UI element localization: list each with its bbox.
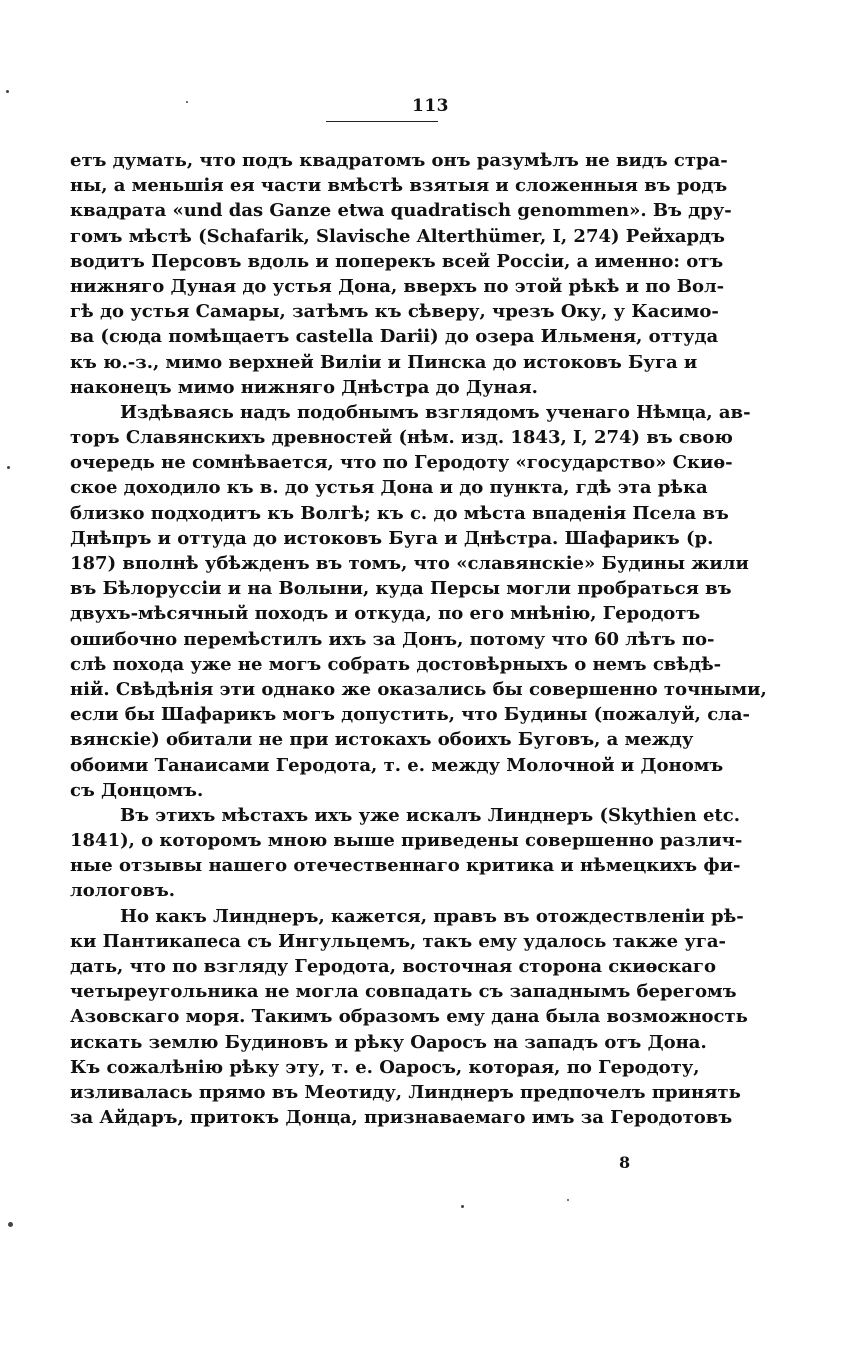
text-line: за Айдаръ, притокъ Донца, признаваемаго имъ за Геродотовъ — [70, 1107, 733, 1129]
text-line: ній. Свѣдѣнія эти однако же оказались бы совершенно точными, — [70, 678, 767, 700]
text-line: наконецъ мимо нижняго Днѣстра до Дуная. — [70, 376, 538, 398]
text-line: въ Бѣлоруссіи и на Волыни, куда Персы могли пробраться въ — [70, 578, 732, 600]
margin-speck — [461, 1205, 464, 1208]
text-line: вянскіе) обитали не при истокахъ обоихъ Буговъ, а между — [70, 729, 694, 751]
text-line: 1841), о которомъ мною выше приведены совершенно различ- — [70, 830, 743, 852]
page-number-rule — [326, 121, 438, 122]
text-line: квадрата «und das Ganze etwa quadratisch genommen». Въ дру- — [70, 200, 732, 222]
text-line: близко подходитъ къ Волгѣ; къ с. до мѣста впаденія Псела въ — [70, 502, 729, 524]
text-line: гѣ до устья Самары, затѣмъ къ сѣверу, чрезъ Оку, у Касимо- — [70, 301, 719, 323]
text-line: если бы Шафарикъ могъ допустить, что Будины (пожалуй, сла- — [70, 704, 751, 726]
body-text — [70, 148, 767, 1130]
signature-mark: 8 — [619, 1153, 631, 1172]
text-line: ные отзывы нашего отечественнаго критика и нѣмецкихъ фи- — [70, 855, 741, 877]
text-line: водитъ Персовъ вдоль и поперекъ всей Россіи, а именно: отъ — [70, 250, 724, 272]
text-line: Но какъ Линднеръ, кажется, правъ въ отождествленіи рѣ- — [120, 905, 744, 927]
text-line: съ Донцомъ. — [70, 779, 204, 801]
text-line: искать землю Будиновъ и рѣку Оаросъ на западъ отъ Дона. — [70, 1031, 707, 1053]
text-line: ны, а меньшія ея части вмѣстѣ взятыя и сложенныя въ родъ — [70, 175, 728, 197]
text-line: Издѣваясь надъ подобнымъ взглядомъ ученаго Нѣмца, ав- — [120, 401, 751, 423]
text-line: ошибочно перемѣстилъ ихъ за Донъ, потому что 60 лѣтъ по- — [70, 628, 715, 650]
text-line: очередь не сомнѣвается, что по Геродоту «государство» Скиѳ- — [70, 452, 733, 474]
text-line: изливалась прямо въ Меотиду, Линднеръ предпочелъ принять — [70, 1081, 741, 1103]
margin-speck — [6, 90, 9, 93]
text-line: слѣ похода уже не могъ собрать достовѣрныхъ о немъ свѣдѣ- — [70, 653, 722, 675]
text-line: етъ думать, что подъ квадратомъ онъ разумѣлъ не видъ стра- — [70, 150, 728, 171]
text-line: нижняго Дуная до устья Дона, вверхъ по этой рѣкѣ и по Вол- — [70, 275, 725, 297]
text-line: Къ сожалѣнію рѣку эту, т. е. Оаросъ, которая, по Геродоту, — [70, 1056, 700, 1078]
margin-speck — [567, 1199, 569, 1201]
text-line: двухъ-мѣсячный походъ и откуда, по его мнѣнію, Геродотъ — [70, 603, 701, 625]
text-line: гомъ мѣстѣ (Schafarik, Slavische Alterthümer, I, 274) Рейхардъ — [70, 225, 725, 247]
text-line: ское доходило къ в. до устья Дона и до пункта, гдѣ эта рѣка — [70, 477, 708, 499]
text-line: торъ Славянскихъ древностей (нѣм. изд. 1843, I, 274) въ свою — [70, 427, 733, 449]
text-line: ки Пантикапеса съ Ингульцемъ, такъ ему удалось также уга- — [70, 930, 727, 952]
text-line: ва (сюда помѣщаетъ castella Darii) до озера Ильменя, оттуда — [70, 326, 719, 348]
text-line: лологовъ. — [70, 880, 176, 902]
margin-speck — [186, 101, 188, 103]
page-number: 113 — [412, 96, 449, 116]
text-line: четыреугольника не могла совпадать съ западнымъ берегомъ — [70, 981, 737, 1003]
margin-speck — [7, 466, 10, 469]
text-line: 187) вполнѣ убѣжденъ въ томъ, что «славянскіе» Будины жили — [70, 553, 749, 574]
margin-speck — [8, 1222, 13, 1227]
text-line: Азовскаго моря. Такимъ образомъ ему дана была возможность — [70, 1006, 748, 1028]
text-line: къ ю.-з., мимо верхней Виліи и Пинска до истоковъ Буга и — [70, 351, 698, 373]
text-line: обоими Танаисами Геродота, т. е. между Молочной и Дономъ — [70, 754, 724, 776]
text-line: дать, что по взгляду Геродота, восточная сторона скиѳскаго — [70, 956, 716, 977]
text-line: Въ этихъ мѣстахъ ихъ уже искалъ Линднеръ (Skythien etc. — [120, 804, 740, 826]
text-line: Днѣпръ и оттуда до истоковъ Буга и Днѣстра. Шафарикъ (р. — [70, 527, 714, 549]
